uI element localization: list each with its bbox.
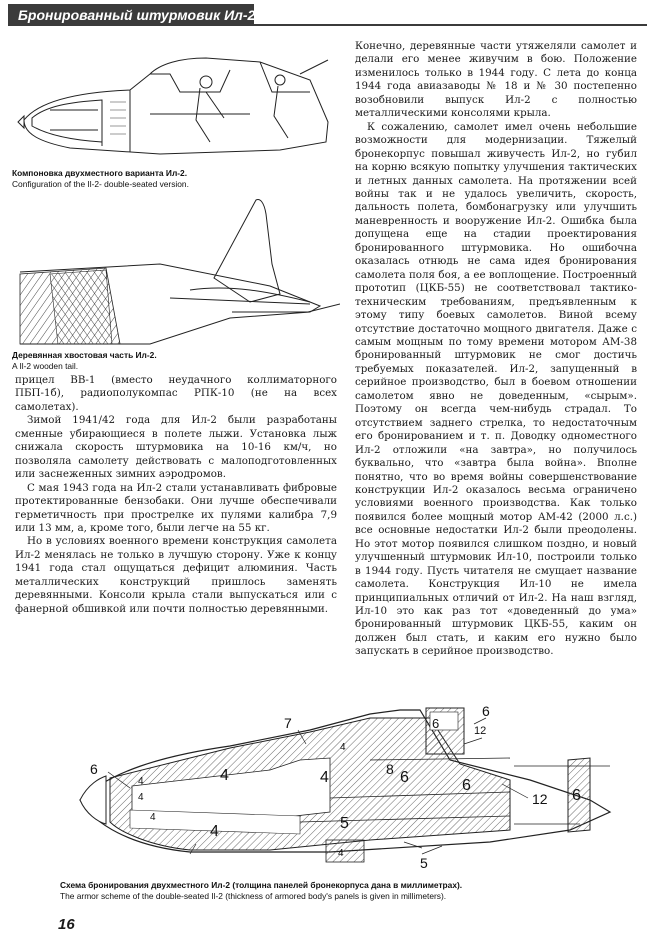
figure-2-caption-ru: Деревянная хвостовая часть Ил-2. bbox=[12, 350, 157, 360]
page-header bbox=[0, 0, 655, 30]
armor-label: 12 bbox=[532, 791, 548, 807]
left-text-column bbox=[15, 374, 337, 616]
armor-label: 4 bbox=[338, 848, 344, 859]
figure-two-seat-layout bbox=[10, 30, 340, 170]
figure-armor-scheme bbox=[70, 700, 650, 872]
armor-label: 4 bbox=[210, 823, 219, 840]
armor-label: 4 bbox=[138, 776, 144, 787]
figure-1-caption-ru: Компоновка двухместного варианта Ил-2. bbox=[12, 168, 188, 178]
armor-label: 6 bbox=[482, 703, 490, 719]
armor-label: 6 bbox=[90, 761, 98, 777]
armor-label: 4 bbox=[220, 767, 229, 784]
right-text-column bbox=[355, 40, 637, 659]
header-rule bbox=[254, 24, 647, 26]
figure-2-caption-en: A Il-2 wooden tail. bbox=[12, 361, 79, 371]
armor-label: 6 bbox=[400, 769, 409, 786]
right-paragraph: Конечно, деревянные части утяжеляли самолет и делали его менее живучим в бою. Положение изменилось только в 1944 году. С лета до конца 1944 года авиазаводы № 18 и № 30 постепенно возобновили выпуск Ил-2 с полностью металлическими консолями крыла. bbox=[355, 40, 637, 120]
armor-label: 5 bbox=[420, 855, 428, 871]
armor-label: 5 bbox=[340, 815, 349, 832]
armor-label: 6 bbox=[462, 777, 471, 794]
armor-label: 4 bbox=[150, 812, 156, 823]
figure-1-caption bbox=[12, 168, 342, 190]
figure-wooden-tail bbox=[10, 194, 340, 346]
armor-label: 8 bbox=[386, 761, 394, 777]
left-paragraph: Зимой 1941/42 года для Ил-2 были разработаны сменные убирающиеся в полете лыжи. Установка лыж снижала скорость штурмовика на 10-16 км/ч, но позволяла самолету действовать с малоподготовленных или заснеженных зимних аэродромов. bbox=[15, 414, 337, 481]
header-title: Бронированный штурмовик Ил-2 bbox=[18, 7, 256, 23]
armor-label: 6 bbox=[432, 716, 440, 731]
figure-3-caption-en: The armor scheme of the double-seated Il-2 (thickness of armored body's panels is given in millimeters). bbox=[60, 891, 447, 901]
figure-3-caption bbox=[60, 880, 640, 902]
armor-label: 6 bbox=[572, 787, 581, 804]
armor-label: 12 bbox=[474, 725, 487, 737]
right-paragraph: К сожалению, самолет имел очень небольшие возможности для модернизации. Тяжелый бронекорпус повышал живучесть Ил-2, но губил на корню всякую попытку улучшения тактических и летных данных самолета. На протяжении всей войны так и не удалось увеличить, скорость, дальность полета, бомбонагрузку или улучшить маневренность и вооружение Ил-2. Ошибка была допущена еще на стадии проектирования бронированного штурмовика. Но ошибочна оказалась отнюдь не сама идея бронирования самолета поля боя, а ее воплощение. Построенный прототип (ЦКБ-55) не соответствовал тактико-техническим требованиям, предъявленным к этому типу боевых самолетов. Виной всему отсутствие достаточно мощного двигателя. Даже с самым мощным по тому времени мотором АМ-38 бронированный штурмовик не смог достичь требуемых показателей. Ил-2, запущенный в серийное производство, был в боевом отношении самолетом явно не доведенным, «сырым». Поэтому он всегда чем-нибудь страдал. То отсутствием заднего стрелка, то недостаточным его бронированием и т. п. Доводку одноместного Ил-2 отложили «на завтра», но получилось буквально, что «завтра была война». Вполне понятно, что во время войны совершенствование конструкции Ил-2 оказалось весьма ограничено условиями военного производства. Как только появился более мощный мотор АМ-42 (2000 л.с.) все основные недостатки Ил-2 были преодолены. Но этот мотор появился слишком поздно, и новый улучшенный штурмовик Ил-10, построили только в 1944 году. Пусть читателя не смущает название самолета. Конструкция Ил-10 не имела принципиальных отличий от Ил-2. На наш взгляд, Ил-10 это как раз тот «доведенный до ума» бронированный штурмовик ЦКБ-55, каким он должен был стать, и каким его нужно было запускать в серийное производство. bbox=[355, 120, 637, 658]
armor-label: 7 bbox=[284, 715, 292, 731]
left-paragraph: прицел ВВ-1 (вместо неудачного коллиматорного ПБП-1б), радиополукомпас РПК-10 (не на всех самолетах). bbox=[15, 374, 337, 413]
left-paragraph: Но в условиях военного времени конструкция самолета Ил-2 менялась не только в лучшую сторону. Уже к концу 1941 года стал ощущаться дефицит алюминия. Часть металлических конструкций пришлось заменять деревянными. Консоли крыла стали выпускаться или с фанерной обшивкой или почти полностью деревянными. bbox=[15, 535, 337, 615]
page-number: 16 bbox=[58, 916, 75, 933]
figure-3-caption-ru: Схема бронирования двухместного Ил-2 (толщина панелей бронекорпуса дана в миллиметрах). bbox=[60, 880, 463, 890]
armor-label: 4 bbox=[320, 769, 329, 786]
left-paragraph: С мая 1943 года на Ил-2 стали устанавливать фибровые протектированные бензобаки. Они лучше обеспечивали герметичность при прострелке их пулями калибра 7,9 или 13 мм, а, кроме того, были легче на 55 кг. bbox=[15, 481, 337, 534]
armor-label: 4 bbox=[138, 792, 144, 803]
figure-2-caption bbox=[12, 350, 342, 372]
figure-1-caption-en: Configuration of the Il-2- double-seated version. bbox=[12, 179, 189, 189]
armor-label: 4 bbox=[340, 742, 346, 753]
